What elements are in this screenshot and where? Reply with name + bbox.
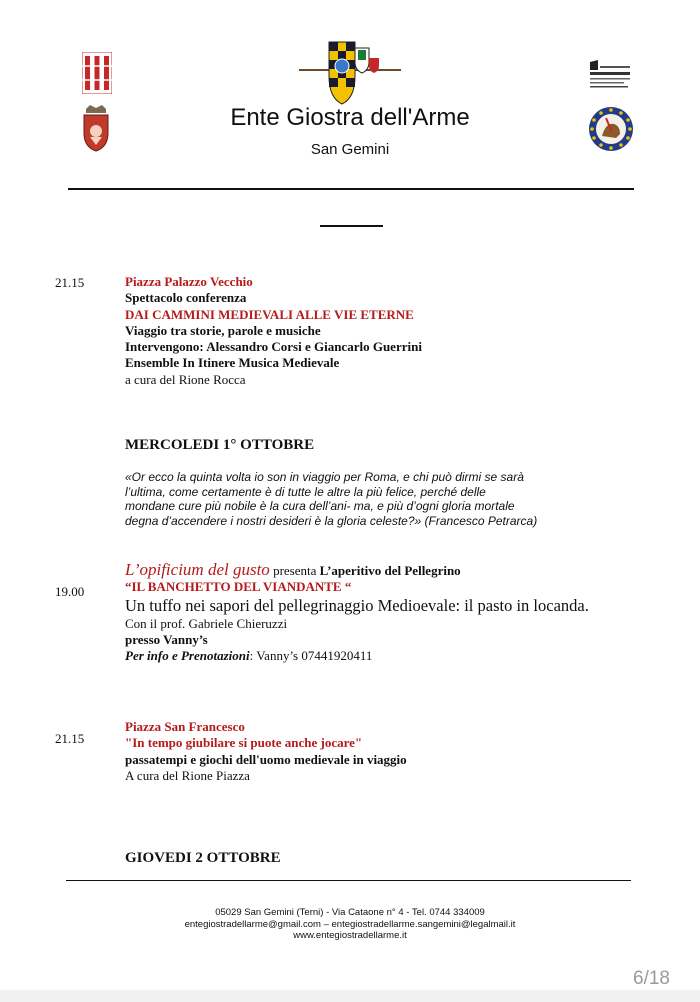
event-organizer: A cura del Rione Piazza — [125, 767, 250, 783]
quote-line: l’ultima, come certamente è di tutte le altre la più felice, perché delle — [125, 484, 486, 499]
event-time: 21.15 — [55, 731, 85, 746]
booking-value: : Vanny’s 07441920411 — [249, 648, 373, 664]
event-time: 19.00 — [55, 584, 85, 599]
giostra-shield-logo-icon — [297, 36, 403, 106]
fitss-federation-logo-icon — [588, 58, 634, 92]
event-block-palazzo-vecchio — [125, 274, 595, 388]
footer-emails: entegiostradellarme@gmail.com – entegiostradellarme.sangemini@legalmail.it — [184, 918, 516, 930]
quote-line: «Or ecco la quinta volta io son in viaggio per Roma, e chi può dirmi se sarà — [125, 470, 524, 484]
viewer-bottom-strip — [0, 990, 700, 1002]
event-description: Viaggio tra storie, parole e musiche — [125, 322, 321, 338]
presenter-name: L’opificium del gusto — [125, 560, 270, 579]
header-divider — [68, 188, 634, 190]
event-block-aperitivo — [125, 562, 595, 664]
organization-title: Ente Giostra dell'Arme — [230, 104, 470, 131]
event-organizer: a cura del Rione Rocca — [125, 371, 246, 387]
petrarca-quote — [125, 470, 595, 528]
event-description: Un tuffo nei sapori del pellegrinaggio Medioevale: il pasto in locanda. — [125, 595, 589, 615]
event-description: passatempi e giochi dell'uomo medievale in viaggio — [125, 751, 407, 767]
day-heading: GIOVEDI 2 OTTOBRE — [125, 850, 281, 866]
event-speakers: Intervengono: Alessandro Corsi e Giancarlo Guerrini — [125, 339, 422, 355]
page-indicator: 6/18 — [633, 968, 670, 989]
event-title: “IL BANCHETTO DEL VIANDANTE “ — [125, 579, 352, 595]
footer-address: 05029 San Gemini (Terni) - Via Cataone n° 4 - Tel. 0744 334009 — [215, 907, 485, 918]
header-divider-short — [320, 225, 383, 227]
event-subtitle: L’aperitivo del Pellegrino — [319, 563, 461, 578]
event-type: Spettacolo conferenza — [125, 290, 247, 306]
footer-divider — [66, 880, 631, 881]
organization-subtitle: San Gemini — [310, 141, 390, 158]
event-location: Piazza Palazzo Vecchio — [125, 274, 253, 289]
event-presenter-line — [125, 562, 595, 579]
event-title: "In tempo giubilare si puote anche jocare" — [125, 735, 363, 751]
footer-website: www.entegiostradellarme.it — [293, 930, 407, 941]
event-title: DAI CAMMINI MEDIEVALI ALLE VIE ETERNE — [125, 306, 414, 322]
quote-line: mondane cure più nobile è la cura dell’ani- ma, e più d’ogni gloria mortale — [125, 499, 515, 514]
event-venue: presso Vanny’s — [125, 631, 208, 647]
day-heading: MERCOLEDI 1° OTTOBRE — [125, 437, 315, 453]
event-time: 21.15 — [55, 275, 85, 290]
quote-line: degna d’accendere i nostri desideri è la gloria celeste?» (Francesco Petrarca) — [125, 513, 538, 528]
event-host: Con il prof. Gabriele Chieruzzi — [125, 615, 288, 631]
region-emblem-icon — [82, 52, 112, 94]
booking-label: Per info e Prenotazioni — [125, 648, 250, 664]
event-block-san-francesco — [125, 719, 595, 784]
presenta-word: presenta — [269, 563, 320, 578]
event-ensemble: Ensemble In Itinere Musica Medievale — [125, 355, 340, 371]
footer-contacts — [0, 907, 700, 942]
event-location: Piazza San Francesco — [125, 719, 245, 734]
event-booking-info — [125, 648, 595, 664]
